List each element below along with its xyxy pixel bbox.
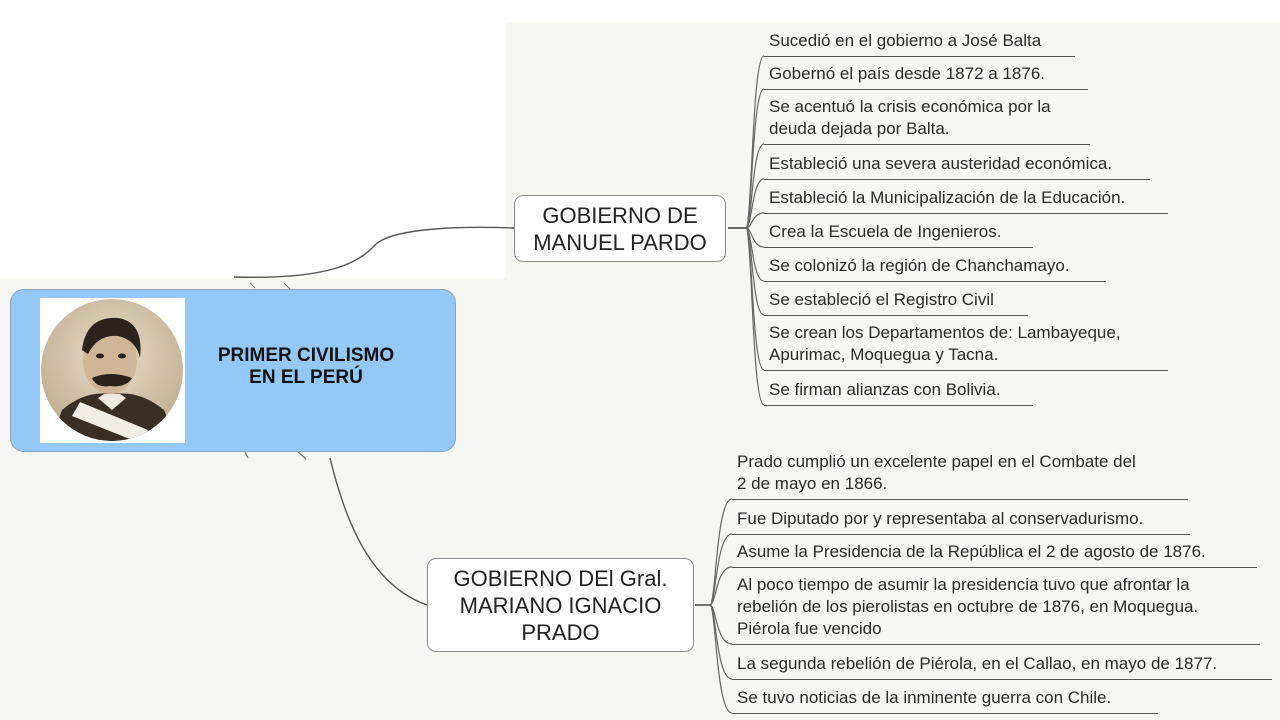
- leaf-node[interactable]: [737, 574, 1198, 640]
- topic-title-line: MANUEL PARDO: [533, 229, 707, 255]
- leaf-text-line: Al poco tiempo de asumir la presidencia tuvo que afrontar la: [737, 575, 1190, 594]
- leaf-text-line: rebelión de los pierolistas en octubre de 1876, en Moquegua.: [737, 597, 1199, 616]
- leaf-text-line: Se acentuó la crisis económica por la: [769, 97, 1051, 116]
- connector-line: [728, 56, 764, 228]
- leaf-underline: [764, 247, 1033, 248]
- leaf-node[interactable]: [769, 63, 1045, 85]
- leaf-node[interactable]: [769, 289, 994, 311]
- leaf-underline: [764, 281, 1106, 282]
- leaf-node[interactable]: [737, 451, 1136, 495]
- leaf-text-line: Estableció la Municipalización de la Educación.: [769, 188, 1126, 207]
- connector-line: [728, 89, 764, 228]
- connector-line: [728, 144, 764, 228]
- leaf-text-line: Se colonizó la región de Chanchamayo.: [769, 256, 1070, 275]
- topic-node-manuel-pardo[interactable]: [514, 195, 726, 262]
- leaf-node[interactable]: [769, 379, 1001, 401]
- leaf-underline: [764, 56, 1075, 57]
- leaf-node[interactable]: [769, 153, 1112, 175]
- leaf-text-line: Fue Diputado por y representaba al conservadurismo.: [737, 509, 1144, 528]
- connector-line: [330, 458, 427, 605]
- leaf-underline: [764, 89, 1088, 90]
- leaf-text-line: Estableció una severa austeridad económica.: [769, 154, 1113, 173]
- leaf-underline: [732, 499, 1188, 500]
- connector-line: [728, 228, 764, 315]
- leaf-text-line: Crea la Escuela de Ingenieros.: [769, 222, 1002, 241]
- connector-line: [234, 227, 514, 277]
- leaf-text-line: 2 de mayo en 1866.: [737, 474, 888, 493]
- connector-line: [728, 179, 764, 228]
- connector-line: [728, 228, 764, 370]
- leaf-text-line: Asume la Presidencia de la República el 2 de agosto de 1876.: [737, 542, 1206, 561]
- leaf-node[interactable]: [769, 255, 1070, 277]
- leaf-node[interactable]: [769, 96, 1051, 140]
- leaf-node[interactable]: [737, 687, 1111, 709]
- connector-line: [695, 605, 732, 713]
- leaf-text-line: Piérola fue vencido: [737, 619, 882, 638]
- leaf-text-line: Gobernó el país desde 1872 a 1876.: [769, 64, 1045, 83]
- leaf-node[interactable]: [769, 221, 1001, 243]
- leaf-text-line: Prado cumplió un excelente papel en el Combate del: [737, 452, 1136, 471]
- topic-title-line: GOBIERNO DEl Gral.: [453, 565, 668, 591]
- leaf-text-line: Sucedió en el gobierno a José Balta: [769, 31, 1042, 50]
- leaf-underline: [732, 679, 1272, 680]
- leaf-underline: [764, 370, 1168, 371]
- leaf-underline: [732, 567, 1257, 568]
- leaf-text-line: La segunda rebelión de Piérola, en el Callao, en mayo de 1877.: [737, 654, 1218, 673]
- leaf-node[interactable]: [769, 322, 1121, 366]
- leaf-node[interactable]: [737, 653, 1217, 675]
- leaf-text-line: Se firman alianzas con Bolivia.: [769, 380, 1001, 399]
- connector-line: [728, 228, 764, 405]
- leaf-underline: [732, 534, 1190, 535]
- topic-title-line: GOBIERNO DE: [542, 202, 698, 228]
- topic-title-line: MARIANO IGNACIO: [459, 592, 662, 618]
- connector-line: [728, 213, 764, 228]
- leaf-underline: [764, 213, 1168, 214]
- leaf-underline: [764, 179, 1150, 180]
- root-title-line: EN EL PERÚ: [249, 367, 363, 388]
- leaf-node[interactable]: [737, 541, 1206, 563]
- leaf-text-line: Se estableció el Registro Civil: [769, 290, 994, 309]
- leaf-underline: [764, 315, 1028, 316]
- leaf-node[interactable]: [769, 30, 1041, 52]
- leaf-text-line: Apurimac, Moquegua y Tacna.: [769, 345, 999, 364]
- connector-line: [695, 499, 732, 605]
- leaf-underline: [732, 713, 1158, 714]
- leaf-node[interactable]: [769, 187, 1125, 209]
- leaf-node[interactable]: [737, 508, 1143, 530]
- root-title-line: PRIMER CIVILISMO: [217, 345, 395, 366]
- leaf-underline: [764, 405, 1033, 406]
- portrait-icon: [40, 298, 185, 443]
- connector-line: [728, 228, 764, 247]
- leaf-text-line: Se crean los Departamentos de: Lambayeque,: [769, 323, 1121, 342]
- connector-line: [728, 228, 764, 281]
- leaf-underline: [732, 644, 1260, 645]
- leaf-text-line: Se tuvo noticias de la inminente guerra con Chile.: [737, 688, 1112, 707]
- root-title: [186, 345, 426, 389]
- leaf-underline: [764, 144, 1090, 145]
- topic-title-line: PRADO: [521, 619, 600, 645]
- topic-node-mariano-ignacio-prado[interactable]: [427, 558, 694, 652]
- leaf-text-line: deuda dejada por Balta.: [769, 119, 950, 138]
